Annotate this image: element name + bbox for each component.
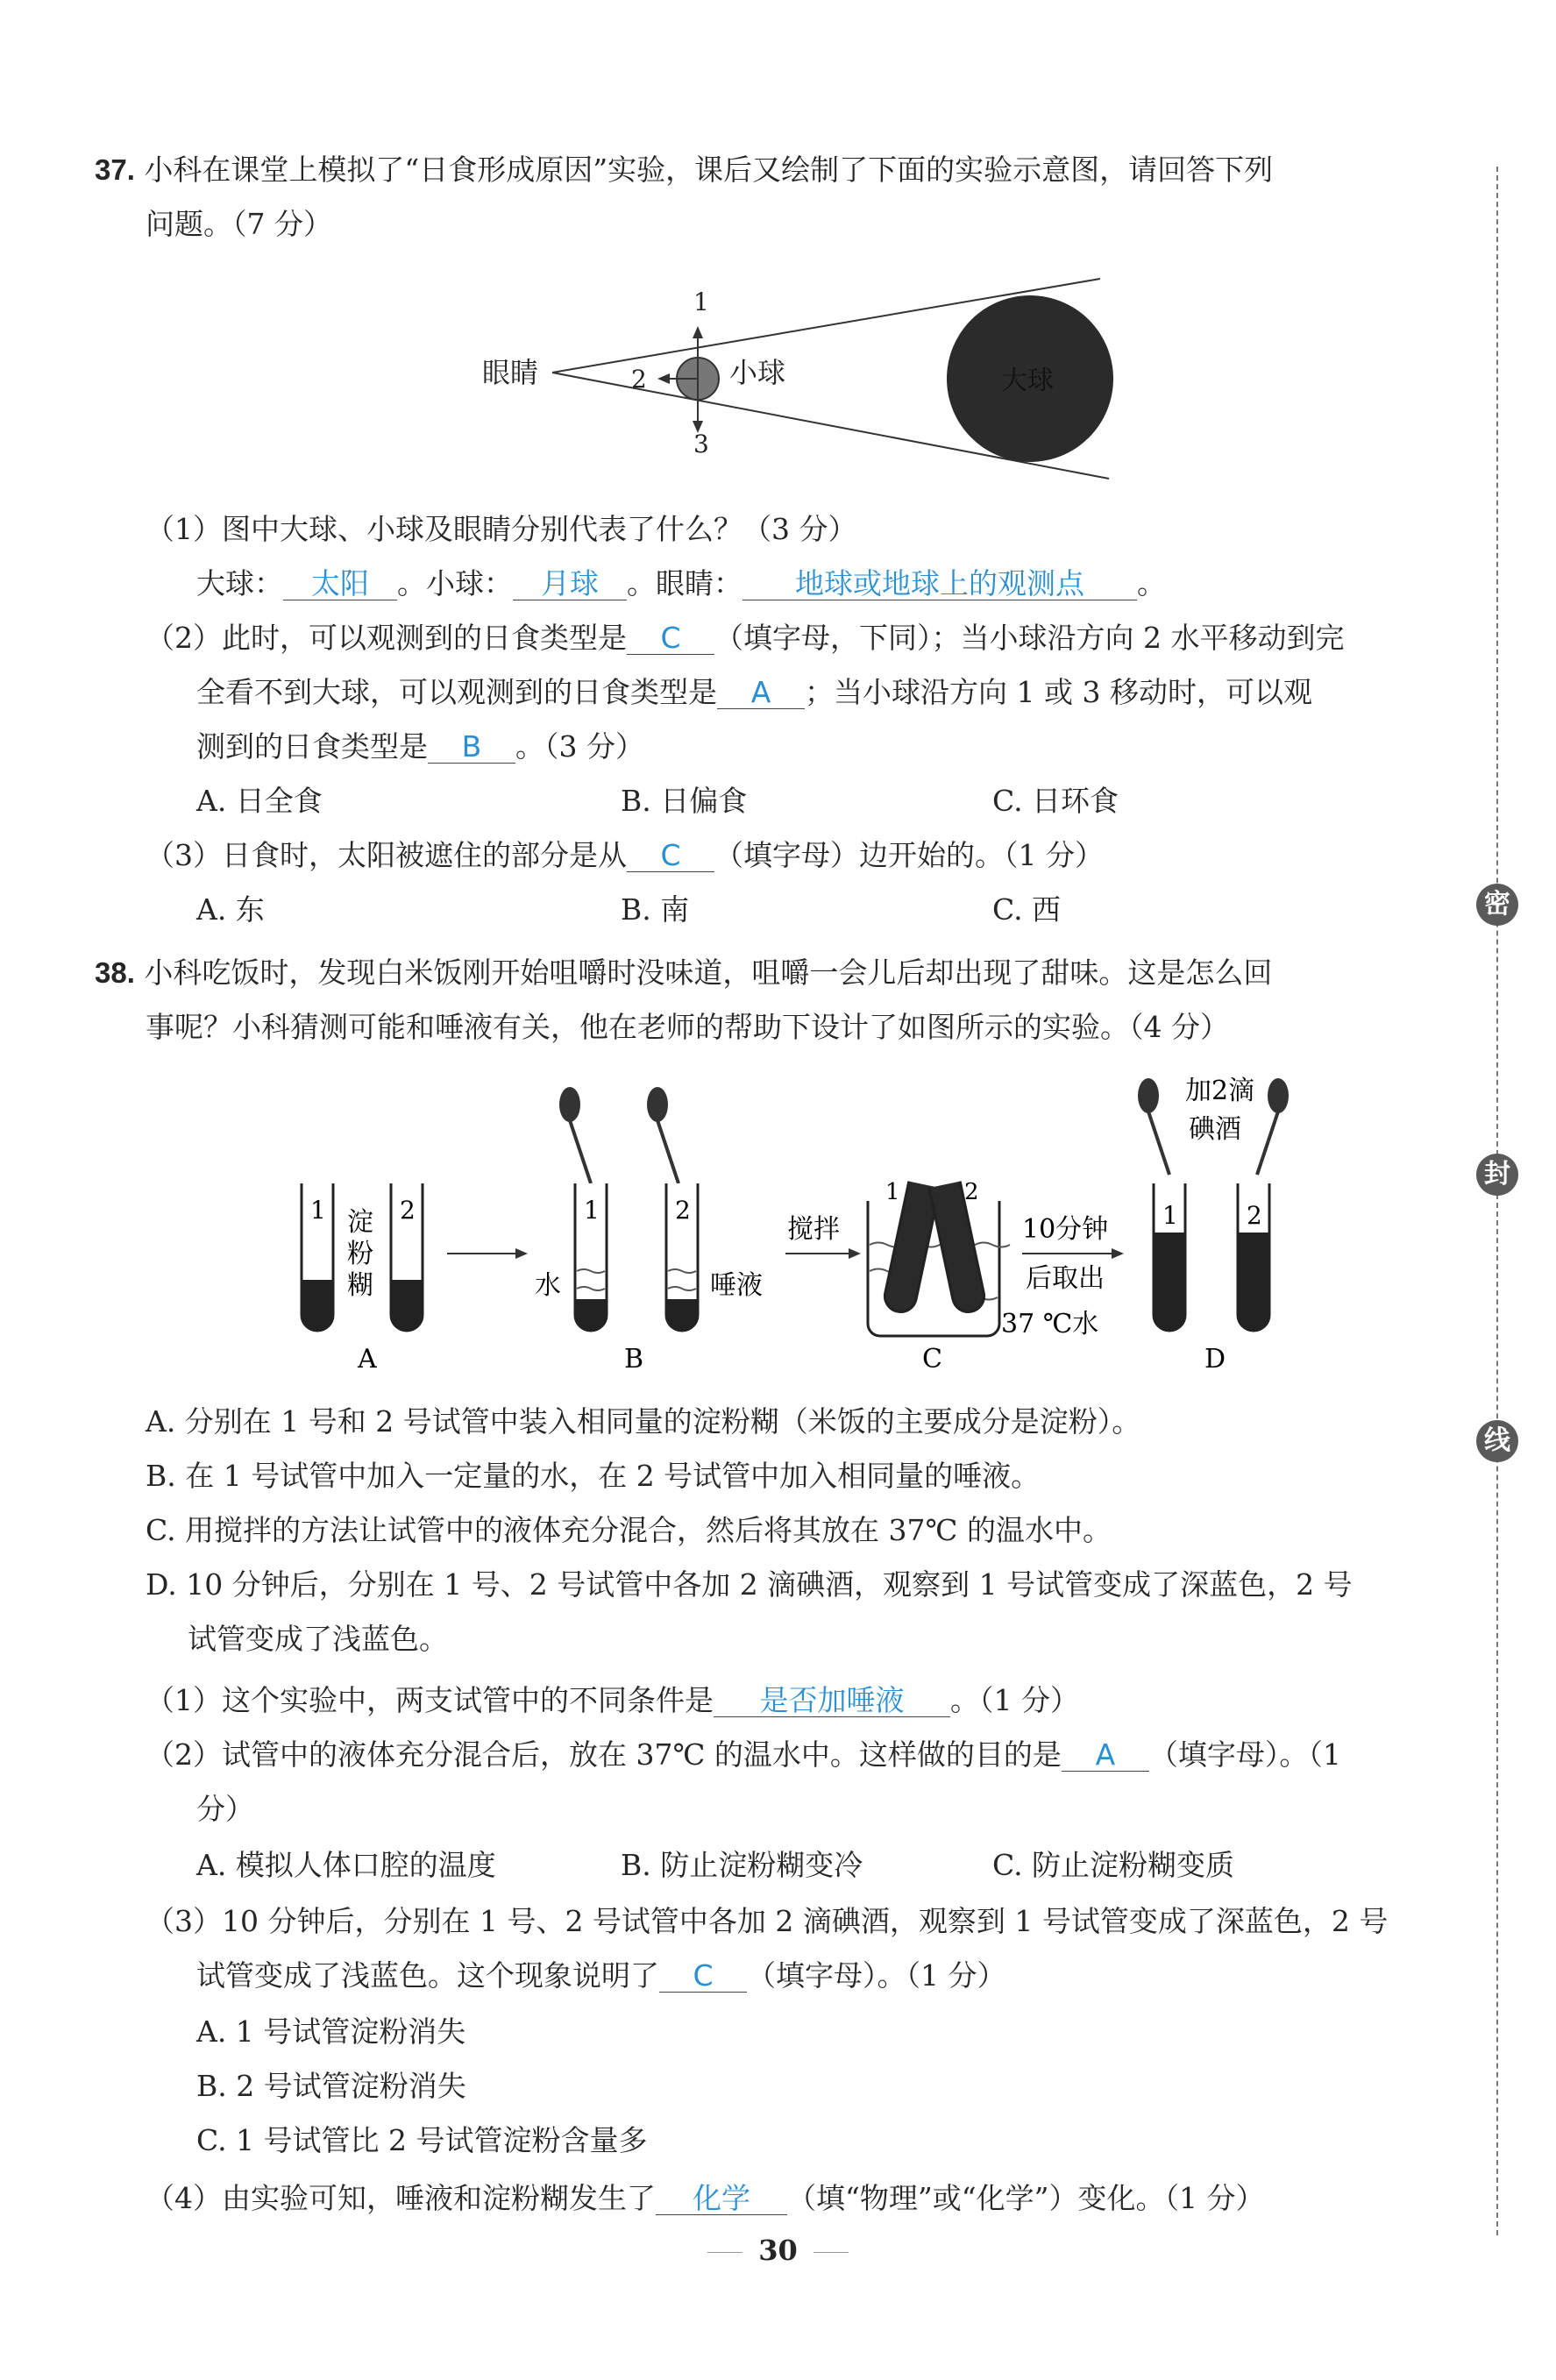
stage-label-d: D	[1204, 1344, 1226, 1375]
option-c[interactable]: C. 西	[992, 892, 1062, 927]
stage-b-tube1: 1	[584, 1196, 600, 1225]
q37-stem-line1	[95, 153, 1273, 188]
answer-q38-4[interactable]: 化学	[656, 2183, 787, 2215]
q37-part1-answers: 大球： 太阳 。小球： 月球 。眼睛： 地球或地球上的观测点 。	[196, 566, 1166, 600]
small-ball-label: 小球	[729, 356, 786, 389]
option-b[interactable]: B. 南	[621, 892, 690, 927]
stage-d-tube2: 2	[1247, 1201, 1262, 1230]
answer-q37-2-3[interactable]: B	[428, 731, 515, 764]
time-label-2: 后取出	[1026, 1263, 1105, 1294]
q38-step-d-line2: 试管变成了浅蓝色。	[188, 1622, 448, 1656]
dir2-label: 2	[631, 365, 647, 394]
q38-part1: （1）这个实验中，两支试管中的不同条件是 是否加唾液 。（1 分）	[146, 1683, 1079, 1717]
q37-stem-line2: 问题。（7 分）	[146, 207, 332, 241]
q38-step-b: B. 在 1 号试管中加入一定量的水，在 2 号试管中加入相同量的唾液。	[146, 1459, 1041, 1493]
answer-q38-2[interactable]: A	[1062, 1739, 1149, 1772]
stage-c-tube2: 2	[964, 1179, 979, 1205]
q38-part3-option-b[interactable]: B. 2 号试管淀粉消失	[196, 2069, 466, 2103]
iodine-label-2: 碘酒	[1189, 1114, 1241, 1145]
q38-stem-line1	[95, 956, 1272, 991]
stage-d-tube1: 1	[1162, 1201, 1178, 1230]
dir1-label: 1	[693, 288, 709, 316]
stage-a-tube1: 1	[310, 1196, 326, 1225]
dir3-label: 3	[693, 430, 709, 458]
saliva-label: 唾液	[710, 1270, 763, 1301]
starch-label-2: 粉	[347, 1239, 373, 1269]
iodine-label-1: 加2滴	[1185, 1076, 1255, 1106]
stage-label-a: A	[358, 1344, 377, 1375]
seal-mark-xian: 线	[1476, 1420, 1518, 1462]
saliva-experiment-diagram	[289, 1069, 1324, 1385]
q37-part2-line2: 全看不到大球，可以观测到的日食类型是 A ；当小球沿方向 1 或 3 移动时，可以观	[196, 675, 1312, 709]
option-c[interactable]: C. 日环食	[992, 784, 1119, 818]
starch-label-3: 糊	[347, 1270, 373, 1301]
q38-part3-line2: 试管变成了浅蓝色。这个现象说明了 C （填字母）。（1 分）	[196, 1958, 1006, 1993]
answer-q38-3[interactable]: C	[659, 1960, 747, 1993]
option-b[interactable]: B. 防止淀粉糊变冷	[621, 1848, 863, 1882]
answer-q37-2-1[interactable]: C	[627, 622, 714, 655]
q37-stem-text: 小科在课堂上模拟了“日食形成原因”实验，课后又绘制了下面的实验示意图，请回答下列	[144, 153, 1274, 187]
q38-part3-option-a[interactable]: A. 1 号试管淀粉消失	[196, 2014, 466, 2049]
answer-big-ball[interactable]: 太阳	[283, 568, 397, 600]
answer-eye[interactable]: 地球或地球上的观测点	[742, 568, 1137, 600]
stage-label-c: C	[922, 1344, 942, 1375]
q38-stem-line2: 事呢？小科猜测可能和唾液有关，他在老师的帮助下设计了如图所示的实验。（4 分）	[146, 1010, 1229, 1044]
water-label: 水	[535, 1270, 561, 1301]
eclipse-diagram	[473, 272, 1122, 482]
option-a[interactable]: A. 模拟人体口腔的温度	[196, 1848, 496, 1882]
q38-part2-line2: 分）	[196, 1792, 254, 1826]
q38-part3-line1: （3）10 分钟后，分别在 1 号、2 号试管中各加 2 滴碘酒，观察到 1 号试管变成了深蓝色，2 号	[146, 1904, 1389, 1938]
q38-stem-text: 小科吃饭时，发现白米饭刚开始咀嚼时没味道，咀嚼一会儿后却出现了甜味。这是怎么回	[144, 956, 1273, 990]
stage-a-tube2: 2	[400, 1196, 416, 1225]
q38-part2-line1: （2）试管中的液体充分混合后，放在 37℃ 的温水中。这样做的目的是 A （填字母）。（1	[146, 1737, 1341, 1772]
binding-dashed-line	[1496, 167, 1498, 2235]
q37-number: 37.	[95, 153, 135, 186]
page-number: 30	[758, 2234, 798, 2267]
time-label-1: 10分钟	[1022, 1214, 1109, 1245]
answer-q38-1[interactable]: 是否加唾液	[714, 1685, 950, 1717]
stage-label-b: B	[624, 1344, 644, 1375]
q38-step-c: C. 用搅拌的方法让试管中的液体充分混合，然后将其放在 37℃ 的温水中。	[146, 1513, 1112, 1547]
stage-c-tube1: 1	[885, 1179, 900, 1205]
page-footer	[0, 2234, 1556, 2267]
answer-q37-2-2[interactable]: A	[717, 677, 805, 709]
answer-small-ball[interactable]: 月球	[513, 568, 627, 600]
answer-q37-3[interactable]: C	[627, 840, 714, 872]
q37-part1: （1）图中大球、小球及眼睛分别代表了什么？（3 分）	[146, 512, 857, 546]
warm-water-label: 37 ℃水	[1001, 1309, 1099, 1339]
seal-mark-feng: 封	[1476, 1154, 1518, 1196]
q37-part2-line3: 测到的日食类型是 B 。（3 分）	[196, 729, 644, 764]
q38-number: 38.	[95, 956, 135, 989]
seal-mark-mi: 密	[1476, 884, 1518, 926]
option-a[interactable]: A. 东	[196, 892, 265, 927]
q38-part3-option-c[interactable]: C. 1 号试管比 2 号试管淀粉含量多	[196, 2123, 648, 2157]
option-c[interactable]: C. 防止淀粉糊变质	[992, 1848, 1235, 1882]
big-ball-label: 大球	[1001, 366, 1054, 396]
q37-part3: （3）日食时，太阳被遮住的部分是从 C （填字母）边开始的。（1 分）	[146, 838, 1104, 872]
stir-label: 搅拌	[787, 1214, 840, 1245]
starch-label-1: 淀	[347, 1207, 373, 1238]
q38-step-a: A. 分别在 1 号和 2 号试管中装入相同量的淀粉糊（米饭的主要成分是淀粉）。	[146, 1404, 1141, 1439]
q37-part2-line1: （2）此时，可以观测到的日食类型是 C （填字母，下同）；当小球沿方向 2 水平移动到完	[146, 621, 1345, 655]
stage-b-tube2: 2	[675, 1196, 691, 1225]
q38-step-d-line1: D. 10 分钟后，分别在 1 号、2 号试管中各加 2 滴碘酒，观察到 1 号试管变成了深蓝色，2 号	[146, 1567, 1353, 1602]
q38-part4: （4）由实验可知，唾液和淀粉糊发生了 化学 （填“物理”或“化学”）变化。（1 分）	[146, 2181, 1265, 2215]
eye-label: 眼睛	[482, 356, 539, 389]
option-b[interactable]: B. 日偏食	[621, 784, 748, 818]
option-a[interactable]: A. 日全食	[196, 784, 323, 818]
